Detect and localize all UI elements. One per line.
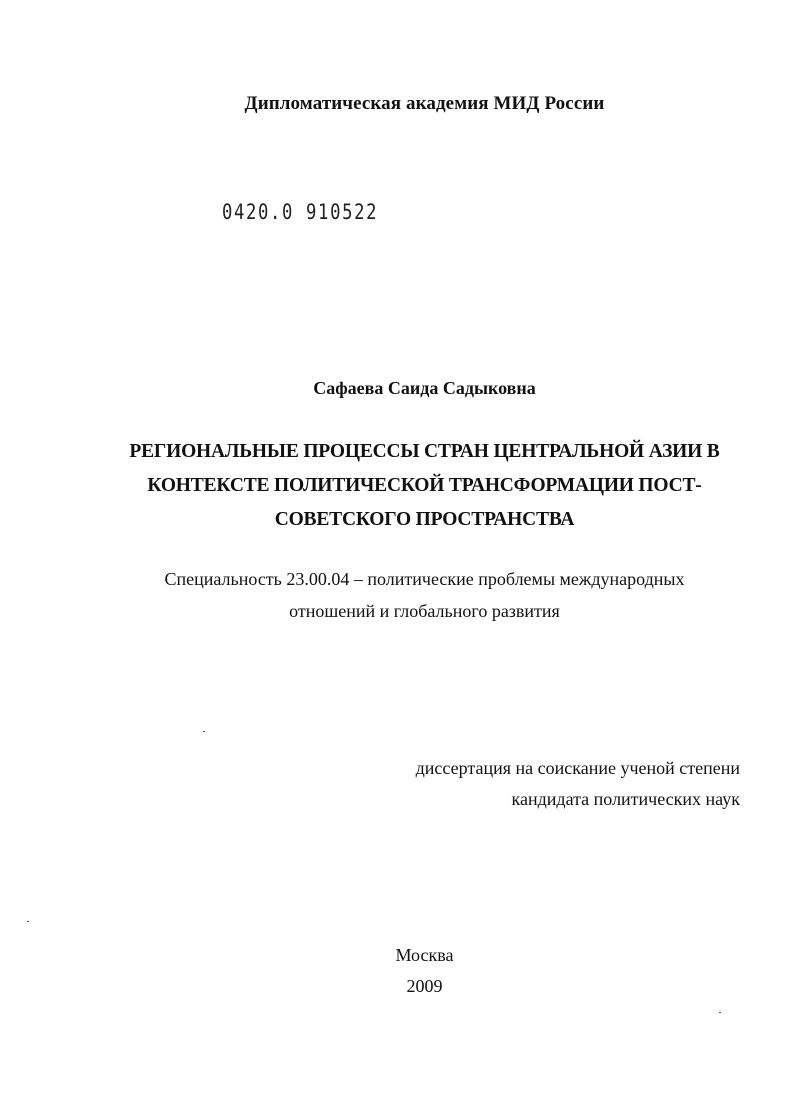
year: 2009 [406, 976, 443, 996]
title-line-3: СОВЕТСКОГО ПРОСТРАНСТВА [274, 509, 575, 530]
title-line-2: КОНТЕКСТЕ ПОЛИТИЧЕСКОЙ ТРАНСФОРМАЦИИ ПОСТ- [147, 475, 702, 496]
place-and-year [26, 940, 797, 1002]
degree-statement [416, 753, 740, 815]
specialty-line-1: Специальность 23.00.04 – политические проблемы международных [164, 569, 685, 589]
institution-name: Дипломатическая академия МИД России [244, 93, 605, 114]
degree-line-2: кандидата политических наук [511, 789, 740, 809]
title-line-1: РЕГИОНАЛЬНЫЕ ПРОЦЕССЫ СТРАН ЦЕНТРАЛЬНОЙ АЗИИ В [129, 441, 720, 462]
author-name: Сафаева Саида Садыковна [313, 378, 536, 398]
scan-speck [203, 731, 205, 732]
dissertation-title [26, 435, 797, 537]
degree-line-1: диссертация на соискание ученой степени [415, 758, 740, 778]
specialty [26, 563, 797, 627]
city: Москва [395, 945, 454, 965]
specialty-line-2: отношений и глобального развития [289, 601, 560, 621]
scan-speck [719, 1012, 721, 1013]
scan-speck [27, 921, 29, 922]
archive-stamp-number: 0420.0 910522 [222, 200, 379, 224]
